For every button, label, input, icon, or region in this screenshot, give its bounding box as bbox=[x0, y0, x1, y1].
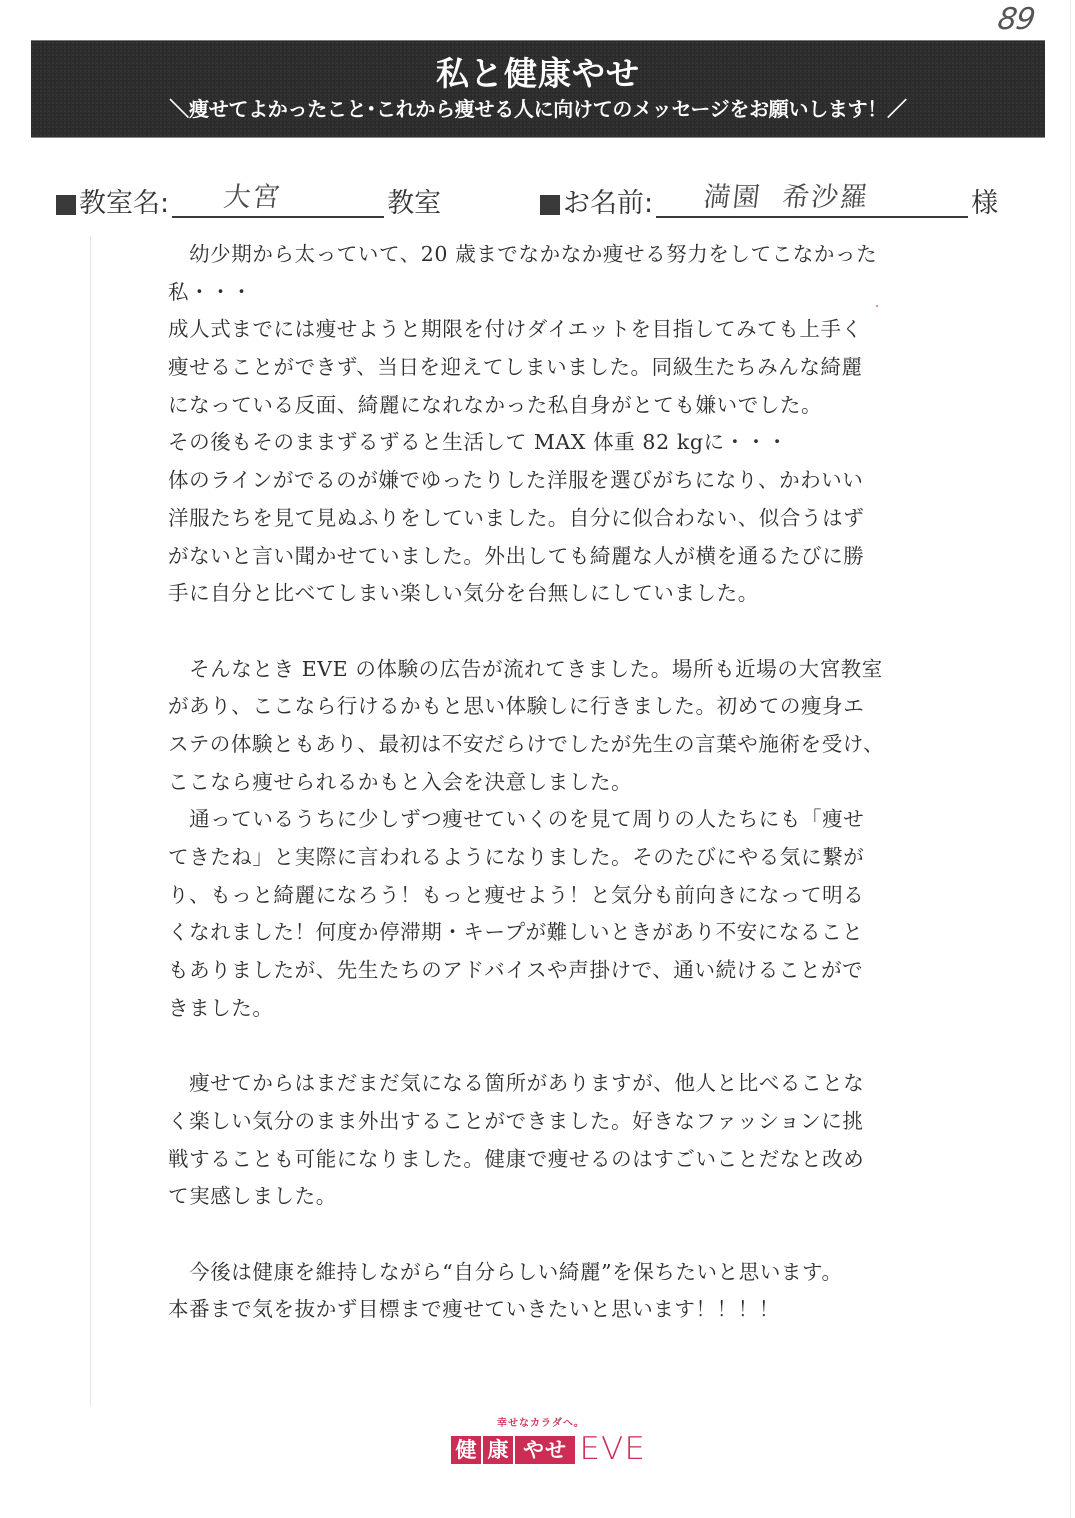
body-line: 今後は健康を維持しながら“自分らしい綺麗”を保ちたいと思います。 bbox=[168, 1259, 843, 1284]
square-bullet-icon bbox=[56, 195, 76, 215]
logo-boxes bbox=[451, 1436, 575, 1464]
classroom-field bbox=[56, 180, 441, 224]
body-line: 洋服たちを見て見ぬふりをしていました。自分に似合わない、似合うはず bbox=[168, 505, 865, 530]
body-line: があり、ここなら行けるかもと思い体験しに行きました。初めての痩身エ bbox=[168, 694, 865, 719]
body-line: くなれました！何度か停滞期・キープが難しいときがあり不安になること bbox=[168, 920, 864, 945]
logo-box-yase: やせ bbox=[515, 1436, 575, 1464]
left-margin-line bbox=[90, 236, 91, 1406]
body-line: り、もっと綺麗になろう！もっと痩せよう！と気分も前向きになって明る bbox=[168, 882, 865, 907]
name-label: お名前: bbox=[563, 188, 654, 219]
logo-box-kou: 康 bbox=[483, 1436, 513, 1464]
logo-brand-eve: EVE bbox=[579, 1431, 646, 1467]
scan-edge-line bbox=[1070, 0, 1071, 1518]
body-line: く楽しい気分のまま外出することができました。好きなファッションに挑 bbox=[168, 1108, 864, 1133]
body-line: 痩せることができず、当日を迎えてしまいました。同級生たちみんな綺麗 bbox=[168, 355, 863, 380]
body-line: 幼少期から太っていて、20 歳までなかなか痩せる努力をしてこなかった bbox=[168, 242, 878, 266]
name-field bbox=[540, 180, 998, 224]
paragraph-spacer bbox=[168, 613, 903, 651]
logo-tagline: 幸せなカラダへ。 bbox=[497, 1418, 585, 1429]
page-number: 89 bbox=[995, 2, 1037, 37]
body-line: 通っているうちに少しずつ痩せていくのを見て周りの人たちにも「痩せ bbox=[168, 807, 865, 832]
body-line: 本番まで気を抜かず目標まで痩せていきたいと思います！！！！ bbox=[168, 1297, 780, 1322]
name-suffix: 様 bbox=[971, 188, 999, 219]
banner-title: 私と健康やせ bbox=[436, 54, 640, 93]
classroom-label: 教室名: bbox=[79, 188, 170, 219]
body-line: ここなら痩せられるかもと入会を決意しました。 bbox=[168, 769, 633, 794]
body-line: その後もそのままずるずると生活して MAX 体重 82 kgに・・・ bbox=[168, 430, 788, 455]
body-line: そんなとき EVE の体験の広告が流れてきました。場所も近場の大宮教室 bbox=[168, 656, 883, 681]
classroom-value: 大宮 bbox=[222, 182, 284, 213]
classroom-input[interactable] bbox=[172, 178, 384, 218]
testimonial-body bbox=[168, 236, 903, 1329]
brand-logo bbox=[451, 1414, 651, 1470]
body-line: ステの体験ともあり、最初は不安だらけでしたが先生の言葉や施術を受け、 bbox=[168, 731, 885, 756]
classroom-suffix: 教室 bbox=[387, 188, 442, 219]
body-line: になっている反面、綺麗になれなかった私自身がとても嫌いでした。 bbox=[168, 392, 823, 417]
form-fields-row bbox=[56, 180, 1016, 224]
banner-subtitle: ＼痩せてよかったこと･これから痩せる人に向けてのメッセージをお願いします！／ bbox=[169, 97, 907, 121]
square-bullet-icon bbox=[540, 195, 560, 215]
paragraph-spacer bbox=[168, 1216, 903, 1254]
body-line: 私・・・ bbox=[168, 279, 253, 304]
body-line: もありましたが、先生たちのアドバイスや声掛けで、通い続けることがで bbox=[168, 958, 864, 983]
logo-box-ken: 健 bbox=[451, 1436, 481, 1464]
name-input[interactable] bbox=[656, 178, 968, 218]
header-banner bbox=[31, 40, 1045, 138]
body-line: てきたね」と実際に言われるようになりました。そのたびにやる気に繋が bbox=[168, 845, 865, 869]
paragraph-spacer bbox=[168, 1027, 903, 1065]
body-line: 痩せてからはまだまだ気になる箇所がありますが、他人と比べることな bbox=[168, 1071, 865, 1096]
name-value: 満園 希沙羅 bbox=[702, 182, 872, 213]
body-line: 体のラインがでるのが嫌でゆったりした洋服を選びがちになり、かわいい bbox=[168, 468, 864, 493]
body-line: がないと言い聞かせていました。外出しても綺麗な人が横を通るたびに勝 bbox=[168, 543, 865, 568]
body-line: 成人式までには痩せようと期限を付けダイエットを目指してみても上手く bbox=[168, 317, 863, 342]
body-line: 戦することも可能になりました。健康で痩せるのはすごいことだなと改め bbox=[168, 1146, 865, 1171]
body-line: 手に自分と比べてしまい楽しい気分を台無しにしていました。 bbox=[168, 581, 759, 606]
body-line: て実感しました。 bbox=[168, 1184, 337, 1209]
body-line: きました。 bbox=[168, 995, 274, 1020]
